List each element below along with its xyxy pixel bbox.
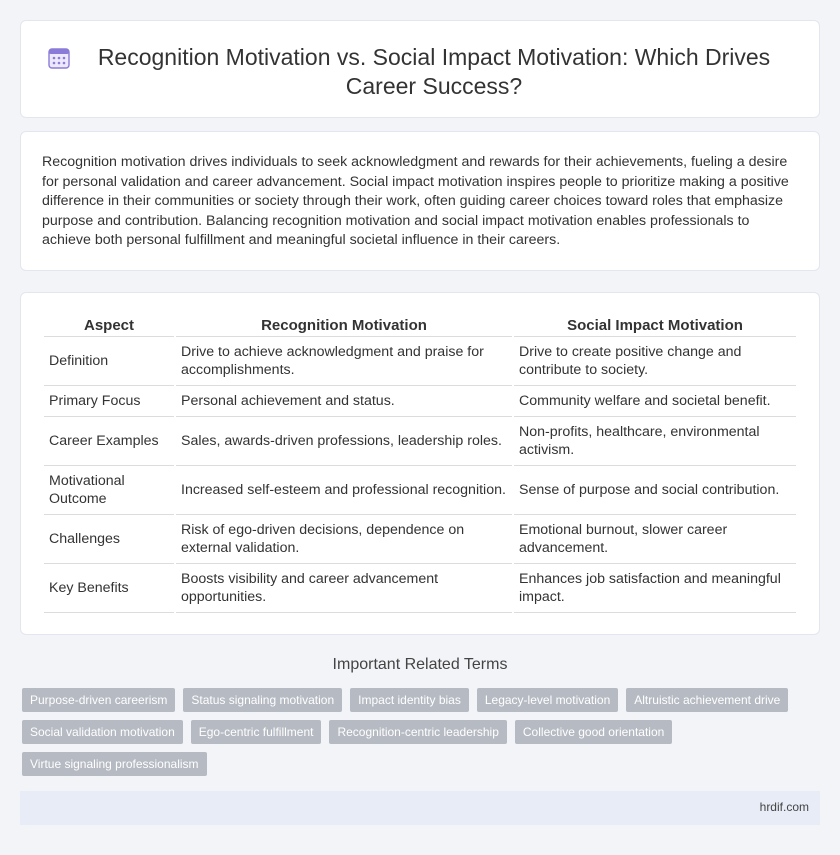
row-social-impact: Emotional burnout, slower career advancement. <box>514 515 796 564</box>
table-header-row <box>44 315 796 337</box>
table-row <box>44 564 796 613</box>
comparison-card <box>20 292 820 635</box>
row-aspect: Primary Focus <box>44 386 174 417</box>
related-term-tag[interactable]: Social validation motivation <box>22 720 183 744</box>
table-row <box>44 337 796 386</box>
related-term-tag[interactable]: Purpose-driven careerism <box>22 688 175 712</box>
related-term-tag[interactable]: Ego-centric fulfillment <box>191 720 322 744</box>
related-term-tag[interactable]: Virtue signaling professionalism <box>22 752 207 776</box>
row-recognition: Drive to achieve acknowledgment and praise for accomplishments. <box>176 337 512 386</box>
related-term-tag[interactable]: Legacy-level motivation <box>477 688 618 712</box>
row-aspect: Challenges <box>44 515 174 564</box>
related-terms-list <box>22 688 802 776</box>
comparison-table <box>42 315 798 613</box>
row-social-impact: Community welfare and societal benefit. <box>514 386 796 417</box>
related-term-tag[interactable]: Altruistic achievement drive <box>626 688 788 712</box>
related-terms-heading: Important Related Terms <box>332 656 508 673</box>
header-recognition: Recognition Motivation <box>176 315 512 337</box>
row-aspect: Key Benefits <box>44 564 174 613</box>
row-recognition: Increased self-esteem and professional recognition. <box>176 466 512 515</box>
row-recognition: Risk of ego-driven decisions, dependence on external validation. <box>176 515 512 564</box>
footer-site-link[interactable]: hrdif.com <box>759 800 809 814</box>
row-social-impact: Sense of purpose and social contribution. <box>514 466 796 515</box>
table-row <box>44 466 796 515</box>
related-term-tag[interactable]: Collective good orientation <box>515 720 672 744</box>
row-social-impact: Drive to create positive change and contribute to society. <box>514 337 796 386</box>
page-title: Recognition Motivation vs. Social Impact Motivation: Which Drives Career Success? <box>97 44 771 99</box>
related-term-tag[interactable]: Status signaling motivation <box>183 688 342 712</box>
row-social-impact: Non-profits, healthcare, environmental activism. <box>514 417 796 466</box>
row-recognition: Boosts visibility and career advancement opportunities. <box>176 564 512 613</box>
row-recognition: Sales, awards-driven professions, leadership roles. <box>176 417 512 466</box>
related-term-tag[interactable]: Recognition-centric leadership <box>329 720 506 744</box>
row-aspect: Career Examples <box>44 417 174 466</box>
header-aspect: Aspect <box>44 315 174 337</box>
title-wrap <box>61 43 807 101</box>
summary-card <box>20 131 820 271</box>
row-recognition: Personal achievement and status. <box>176 386 512 417</box>
summary-text: Recognition motivation drives individuals to seek acknowledgment and rewards for their achievements, fueling a desire for personal validation and career advancement. Social impact motivation inspires people to prioritize making a positive difference in their communities or society through their work, often guiding career choices toward roles that emphasize purpose and contribution. Balancing recognition motivation and social impact motivation enables professionals to achieve both personal fulfillment and meaningful societal influence in their careers. <box>42 154 789 249</box>
header-social-impact: Social Impact Motivation <box>514 315 796 337</box>
table-row <box>44 417 796 466</box>
row-aspect: Definition <box>44 337 174 386</box>
row-aspect: Motivational Outcome <box>44 466 174 515</box>
table-row <box>44 515 796 564</box>
table-row <box>44 386 796 417</box>
related-term-tag[interactable]: Impact identity bias <box>350 688 469 712</box>
row-social-impact: Enhances job satisfaction and meaningful impact. <box>514 564 796 613</box>
title-card <box>20 20 820 118</box>
footer <box>20 791 820 825</box>
